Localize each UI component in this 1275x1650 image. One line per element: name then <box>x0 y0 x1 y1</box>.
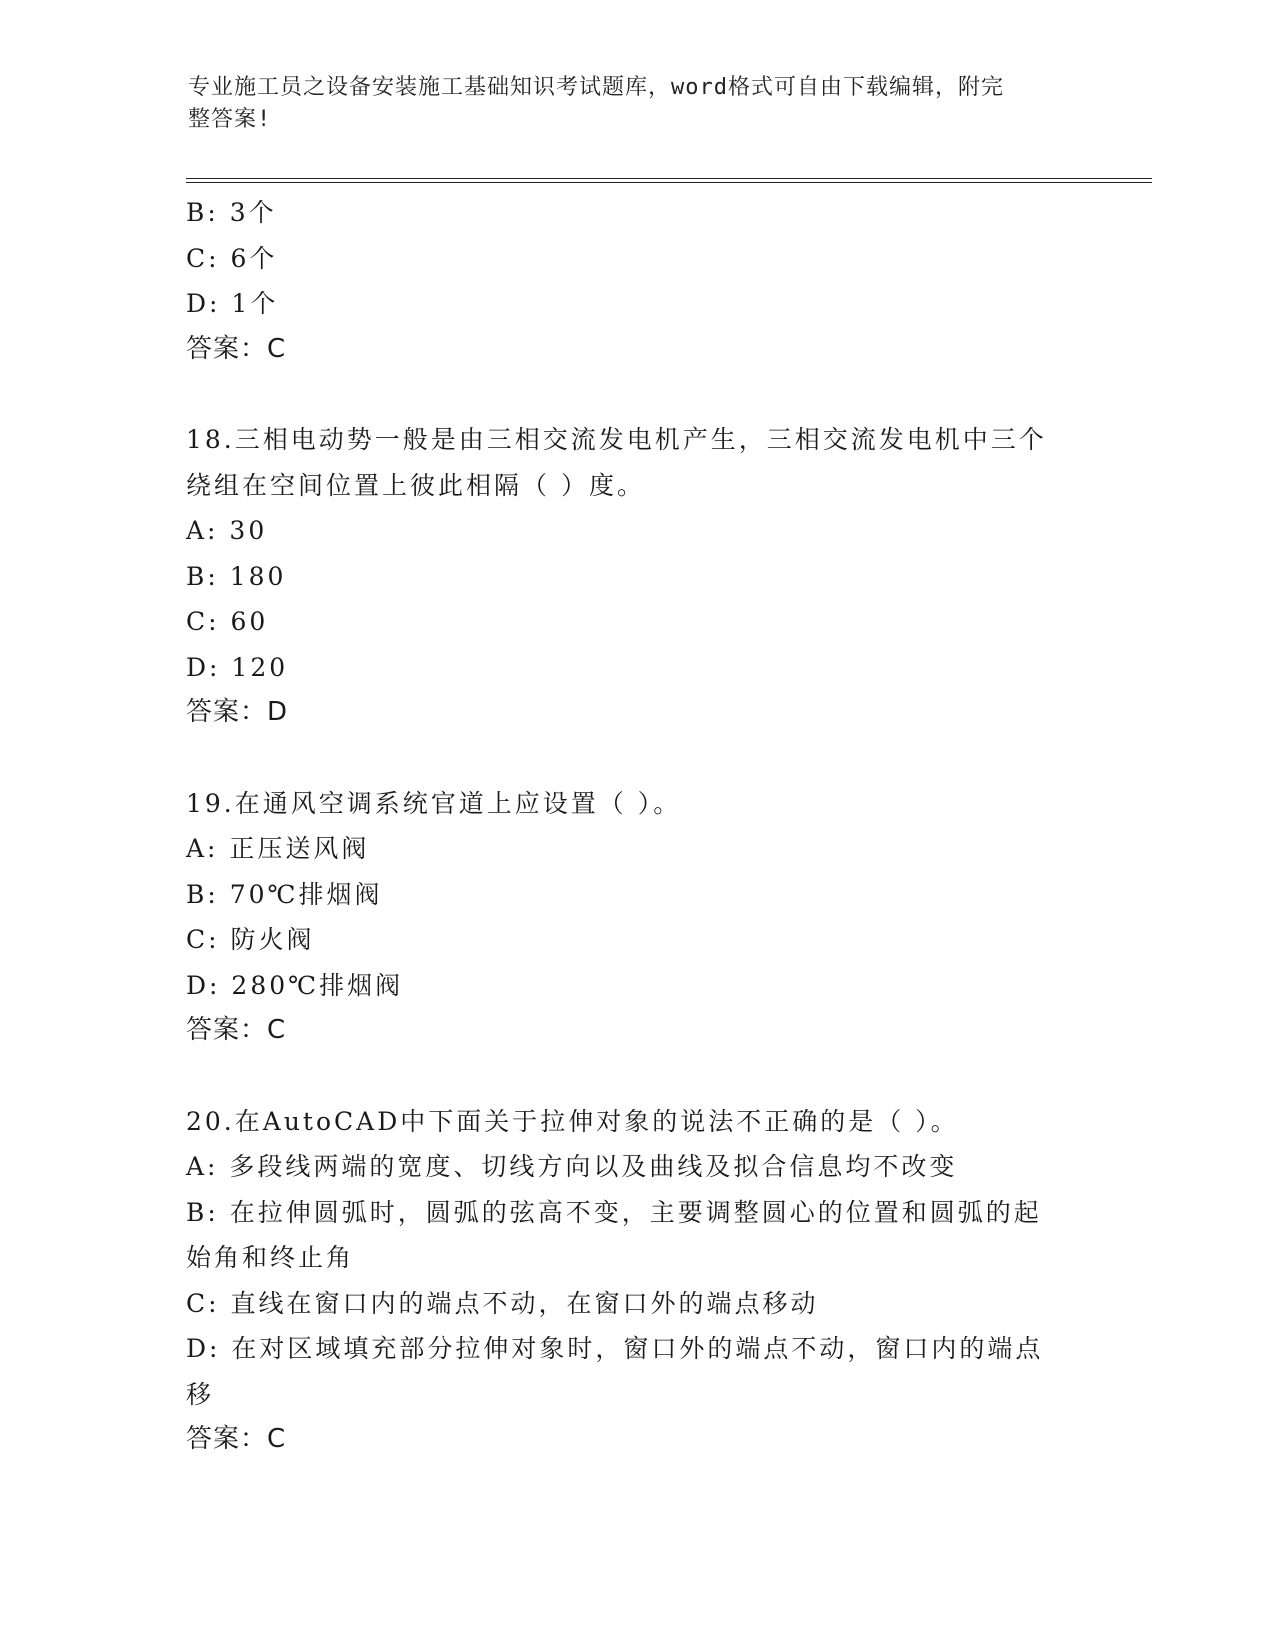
header-line-1: 专业施工员之设备安装施工基础知识考试题库，word格式可自由下载编辑，附完 <box>188 75 1004 100</box>
question-stem: 20.在AutoCAD中下面关于拉伸对象的说法不正确的是（ ）。 <box>186 1106 959 1136</box>
option-d: D: 120 <box>186 652 289 682</box>
option-b: B: 70℃排烟阀 <box>186 879 383 909</box>
option-c: C: 直线在窗口内的端点不动，在窗口外的端点移动 <box>186 1288 819 1318</box>
question-list <box>186 190 1086 1463</box>
question-stem: 19.在通风空调系统官道上应设置（ ）。 <box>186 788 682 818</box>
question-18 <box>186 417 1086 736</box>
option-a: A: 30 <box>186 516 268 545</box>
option-d: D: 在对区域填充部分拉伸对象时，窗口外的端点不动，窗口内的端点 <box>186 1334 1044 1363</box>
option-c: C: 6个 <box>186 243 278 273</box>
option-b-continued: 始角和终止角 <box>186 1243 355 1272</box>
option-d: D: 280℃排烟阀 <box>186 970 404 1000</box>
question-stem-continued: 绕组在空间位置上彼此相隔（ ）度。 <box>186 470 645 500</box>
option-a: A: 正压送风阀 <box>186 834 370 863</box>
option-c: C: 60 <box>186 607 269 636</box>
spacer <box>186 372 1086 417</box>
option-d: D: 1个 <box>186 289 279 318</box>
spacer <box>186 1054 1086 1099</box>
option-d-continued: 移 <box>186 1379 215 1409</box>
answer-label: 答案：C <box>186 1424 287 1454</box>
header-divider <box>186 178 1152 183</box>
spacer <box>186 736 1086 781</box>
answer-label: 答案：D <box>186 697 289 727</box>
option-c: C: 防火阀 <box>186 925 315 954</box>
question-19 <box>186 781 1086 1054</box>
answer-label: 答案：C <box>186 1015 287 1045</box>
option-b: B: 180 <box>186 561 287 591</box>
option-b: B: 在拉伸圆弧时，圆弧的弦高不变，主要调整圆心的位置和圆弧的起 <box>186 1197 1042 1227</box>
document-header <box>188 72 1068 136</box>
question-17-fragment <box>186 190 1086 372</box>
option-b: B: 3个 <box>186 198 277 227</box>
question-stem: 18.三相电动势一般是由三相交流发电机产生，三相交流发电机中三个 <box>186 425 1047 454</box>
answer-label: 答案：C <box>186 333 287 364</box>
question-20 <box>186 1099 1086 1463</box>
header-line-2: 整答案! <box>188 107 272 132</box>
option-a: A: 多段线两端的宽度、切线方向以及曲线及拟合信息均不改变 <box>186 1152 958 1181</box>
